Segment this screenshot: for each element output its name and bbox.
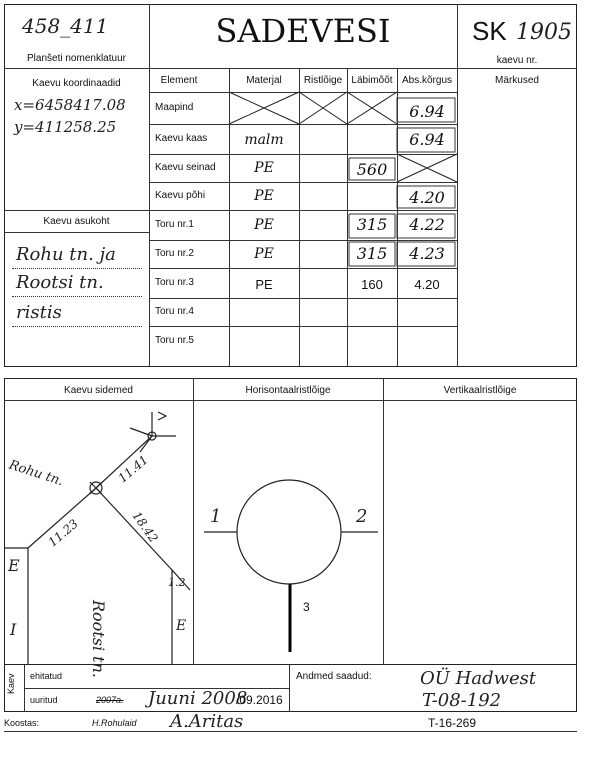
row-label-5: Toru nr.2: [155, 248, 194, 259]
distance-4: 1.2: [168, 576, 186, 589]
footer-side-label: Kaev: [6, 673, 16, 694]
author-printed: H.Rohulaid: [92, 718, 137, 728]
ties-label: Kaevu sidemed: [64, 385, 133, 396]
material-pipe-1: PE: [254, 217, 274, 233]
surveyed-printed: 2007a.: [96, 695, 124, 705]
row-label-6: Toru nr.3: [155, 277, 194, 288]
street-rootsi: Rootsi tn.: [89, 600, 108, 678]
diameter-pipe-3: 160: [361, 277, 383, 292]
well-prefix: SK: [472, 16, 507, 46]
header-material: Materjal: [246, 75, 282, 86]
coord-x: x=6458417.08: [14, 96, 126, 114]
location-line-1: Rohu tn. ja: [16, 244, 116, 265]
well-label: kaevu nr.: [496, 55, 538, 66]
data-source-label: Andmed saadud:: [296, 671, 372, 682]
row-label-4: Toru nr.1: [155, 219, 194, 230]
diameter-pipe-2: 315: [356, 244, 388, 263]
row-label-7: Toru nr.4: [155, 306, 194, 317]
street-rohu: Rohu tn.: [7, 457, 66, 490]
distance-3: 18.42: [129, 508, 161, 546]
height-bottom: 4.20: [409, 188, 445, 207]
row-label-2: Kaevu seinad: [155, 162, 216, 173]
distance-2: 11.23: [45, 516, 81, 550]
header-diameter: Läbimõõt: [351, 75, 393, 86]
row-label-1: Kaevu kaas: [155, 133, 208, 144]
pipe-3-label: 3: [303, 600, 310, 614]
author-label: Koostas:: [4, 718, 40, 728]
author-line: [4, 731, 577, 732]
height-ground: 6.94: [409, 102, 445, 121]
surveyed-handwritten: Juuni 2008: [148, 688, 248, 709]
coords-label: Kaevu koordinaadid: [32, 78, 121, 89]
diameter-pipe-1: 315: [356, 215, 388, 234]
height-pipe-3: 4.20: [414, 277, 440, 292]
sheet-label: Planšeti nomenklatuur: [27, 53, 126, 64]
header-remarks: Märkused: [495, 75, 539, 86]
page-title: SADEVESI: [215, 12, 391, 50]
mark-left-top: E: [8, 556, 20, 575]
height-cover: 6.94: [409, 130, 445, 149]
mark-right: E: [176, 618, 187, 634]
data-reference: T-08-192: [422, 690, 502, 711]
built-label: ehitatud: [30, 671, 63, 681]
location-line-3: ristis: [16, 302, 62, 323]
distance-1: 11.41: [115, 452, 151, 486]
material-bottom: PE: [254, 188, 274, 204]
surveyed-date: /09.2016: [236, 693, 283, 707]
pipe-2-label: 2: [356, 506, 368, 527]
vertical-label: Vertikaalristlõige: [443, 385, 517, 396]
horizontal-label: Horisontaalristlõige: [245, 385, 331, 396]
surveyed-label: uuritud: [30, 695, 58, 705]
document-number: T-16-269: [428, 716, 477, 730]
material-walls: PE: [254, 160, 274, 176]
diameter-walls: 560: [356, 160, 388, 179]
mark-left-bottom: I: [10, 620, 17, 639]
header-height: Abs.kõrgus: [401, 75, 453, 86]
coord-y: y=411258.25: [14, 118, 117, 136]
pipe-1-label: 1: [210, 506, 222, 527]
material-cover: malm: [244, 132, 284, 148]
material-pipe-2: PE: [254, 246, 274, 262]
author-handwritten: A.Aritas: [170, 711, 244, 732]
location-line-2: Rootsi tn.: [16, 272, 104, 293]
row-label-3: Kaevu põhi: [155, 190, 206, 201]
well-number: 1905: [516, 20, 572, 45]
height-pipe-1: 4.22: [409, 215, 445, 234]
sheet-number: 458_411: [22, 14, 109, 38]
header-cross: Ristlõige: [303, 75, 343, 86]
row-label-0: Maapind: [155, 102, 194, 113]
data-company: OÜ Hadwest: [420, 668, 537, 689]
height-pipe-2: 4.23: [409, 244, 445, 263]
material-pipe-3: PE: [255, 277, 273, 292]
footer-mid-sep: [289, 665, 290, 712]
header-element: Element: [160, 75, 198, 86]
row-label-8: Toru nr.5: [155, 335, 194, 346]
location-label: Kaevu asukoht: [43, 216, 110, 227]
